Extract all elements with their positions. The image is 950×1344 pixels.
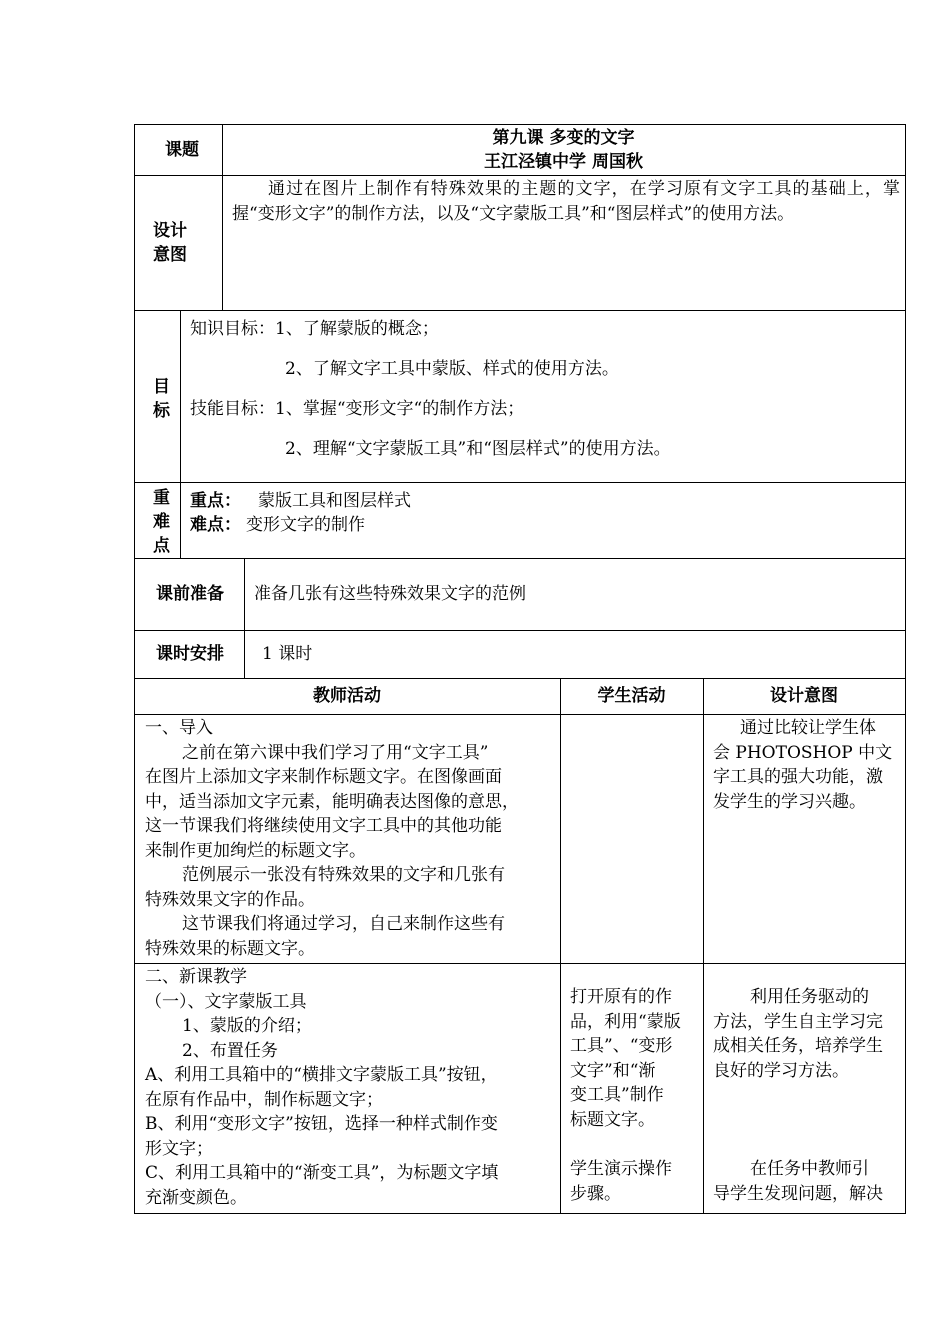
r2-teacher-line: C、利用工具箱中的“渐变工具”，为标题文字填	[145, 1163, 499, 1183]
topic-label: 课题	[165, 140, 199, 160]
lesson-author: 王江泾镇中学 周国秋	[484, 152, 643, 172]
key-point-text: 蒙版工具和图层样式	[258, 491, 411, 511]
col-divider	[180, 310, 181, 558]
r2-teacher-line: 二、新课教学	[145, 967, 247, 987]
r2-student-line: 文字”和“渐	[570, 1061, 656, 1081]
skill-goal-label: 技能目标：	[190, 399, 275, 419]
r2-teacher-line: 形文字；	[145, 1139, 213, 1159]
prep-label: 课前准备	[156, 584, 224, 604]
r2-design-line: 良好的学习方法。	[713, 1061, 849, 1081]
r2-student-line: 变工具”制作	[570, 1085, 664, 1105]
difficulty-label: 难点：	[190, 515, 241, 535]
r1-teacher-line: 这一节课我们将继续使用文字工具中的其他功能	[145, 816, 502, 836]
knowledge-goal-label: 知识目标：	[190, 319, 275, 339]
r1-teacher-line: 特殊效果文字的作品。	[145, 890, 315, 910]
r2-student-line: 步骤。	[570, 1184, 621, 1204]
r1-teacher-line: 来制作更加绚烂的标题文字。	[145, 841, 366, 861]
r2-teacher-line: 在原有作品中，制作标题文字；	[145, 1090, 383, 1110]
key-label-2: 难	[153, 512, 170, 532]
r1-teacher-line: 特殊效果的标题文字。	[145, 939, 315, 959]
key-point-label: 重点：	[190, 491, 241, 511]
row-divider	[134, 310, 906, 311]
design-label-line2: 意图	[153, 245, 187, 265]
knowledge-goal-1: 1、了解蒙版的概念；	[275, 319, 439, 339]
skill-goal-1: 1、掌握“变形文字“的制作方法；	[275, 399, 525, 419]
skill-goal-2: 2、理解“文字蒙版工具”和“图层样式”的使用方法。	[285, 439, 671, 459]
prep-text: 准备几张有这些特殊效果文字的范例	[254, 584, 526, 604]
r2-teacher-line: （一）、文字蒙版工具	[145, 992, 307, 1012]
time-text: 1 课时	[262, 644, 313, 664]
r2-design-line: 利用任务驱动的	[750, 987, 869, 1007]
r1-design-line: 发学生的学习兴趣。	[713, 792, 866, 812]
r2-student-line: 品，利用“蒙版	[570, 1012, 681, 1032]
design-label-line1: 设计	[153, 221, 187, 241]
header-teacher: 教师活动	[313, 686, 381, 706]
r2-design-line: 导学生发现问题，解决	[713, 1184, 883, 1204]
header-student: 学生活动	[597, 686, 666, 706]
row-divider	[134, 963, 906, 964]
time-label: 课时安排	[156, 644, 224, 664]
table-border-bottom	[134, 1213, 906, 1214]
r2-teacher-line: B、利用“变形文字”按钮，选择一种样式制作变	[145, 1114, 498, 1134]
r1-teacher-line: 一、导入	[145, 718, 213, 738]
r2-teacher-line: A、利用工具箱中的“横排文字蒙版工具”按钮，	[145, 1065, 498, 1085]
key-label-3: 点	[153, 536, 170, 556]
row-divider	[134, 714, 906, 715]
row-divider	[134, 482, 906, 483]
r2-student-line: 打开原有的作	[570, 987, 672, 1007]
knowledge-goal-2: 2、了解文字工具中蒙版、样式的使用方法。	[285, 359, 619, 379]
r2-design-line: 方法，学生自主学习完	[713, 1012, 883, 1032]
r1-teacher-line: 在图片上添加文字来制作标题文字。在图像画面	[145, 767, 502, 787]
r1-design-line: 通过比较让学生体	[740, 718, 876, 738]
design-intent-text: 通过在图片上制作有特殊效果的主题的文字，在学习原有文字工具的基础上，掌握“变形文字”的制作方法，以及“文字蒙版工具”和“图层样式”的使用方法。	[232, 179, 900, 224]
difficulty-text: 变形文字的制作	[246, 515, 365, 535]
r1-teacher-line: 中，适当添加文字元素，能明确表达图像的意思，	[145, 792, 519, 812]
row-divider	[134, 558, 906, 559]
row-divider	[134, 678, 906, 679]
r1-design-line: 会 PHOTOSHOP 中文	[713, 743, 893, 763]
lesson-title: 第九课 多变的文字	[492, 128, 635, 148]
r2-teacher-line: 1、蒙版的介绍；	[182, 1016, 312, 1036]
key-label-1: 重	[153, 488, 170, 508]
r2-design-line: 在任务中教师引	[750, 1159, 869, 1179]
col-divider	[560, 678, 561, 1214]
r1-teacher-line: 这节课我们将通过学习，自己来制作这些有	[182, 914, 505, 934]
goal-label-2: 标	[153, 401, 170, 421]
header-design: 设计意图	[770, 686, 838, 706]
r1-teacher-line: 之前在第六课中我们学习了用“文字工具”	[182, 743, 489, 763]
table-border-left	[134, 124, 135, 1214]
r1-teacher-line: 范例展示一张没有特殊效果的文字和几张有	[182, 865, 505, 885]
row-divider	[134, 175, 906, 176]
r2-teacher-line: 2、布置任务	[182, 1041, 278, 1061]
col-divider	[703, 678, 704, 1214]
r2-student-line: 标题文字。	[570, 1110, 655, 1130]
row-divider	[134, 630, 906, 631]
r2-design-line: 成相关任务，培养学生	[713, 1036, 883, 1056]
col-divider	[244, 558, 245, 678]
r2-teacher-line: 充渐变颜色。	[145, 1188, 247, 1208]
r2-student-line: 学生演示操作	[570, 1159, 672, 1179]
table-border-right	[905, 124, 906, 1214]
table-border-top	[134, 124, 906, 125]
goal-label-1: 目	[153, 377, 170, 397]
r2-student-line: 工具”、“变形	[570, 1036, 673, 1056]
r1-design-line: 字工具的强大功能，激	[713, 767, 883, 787]
